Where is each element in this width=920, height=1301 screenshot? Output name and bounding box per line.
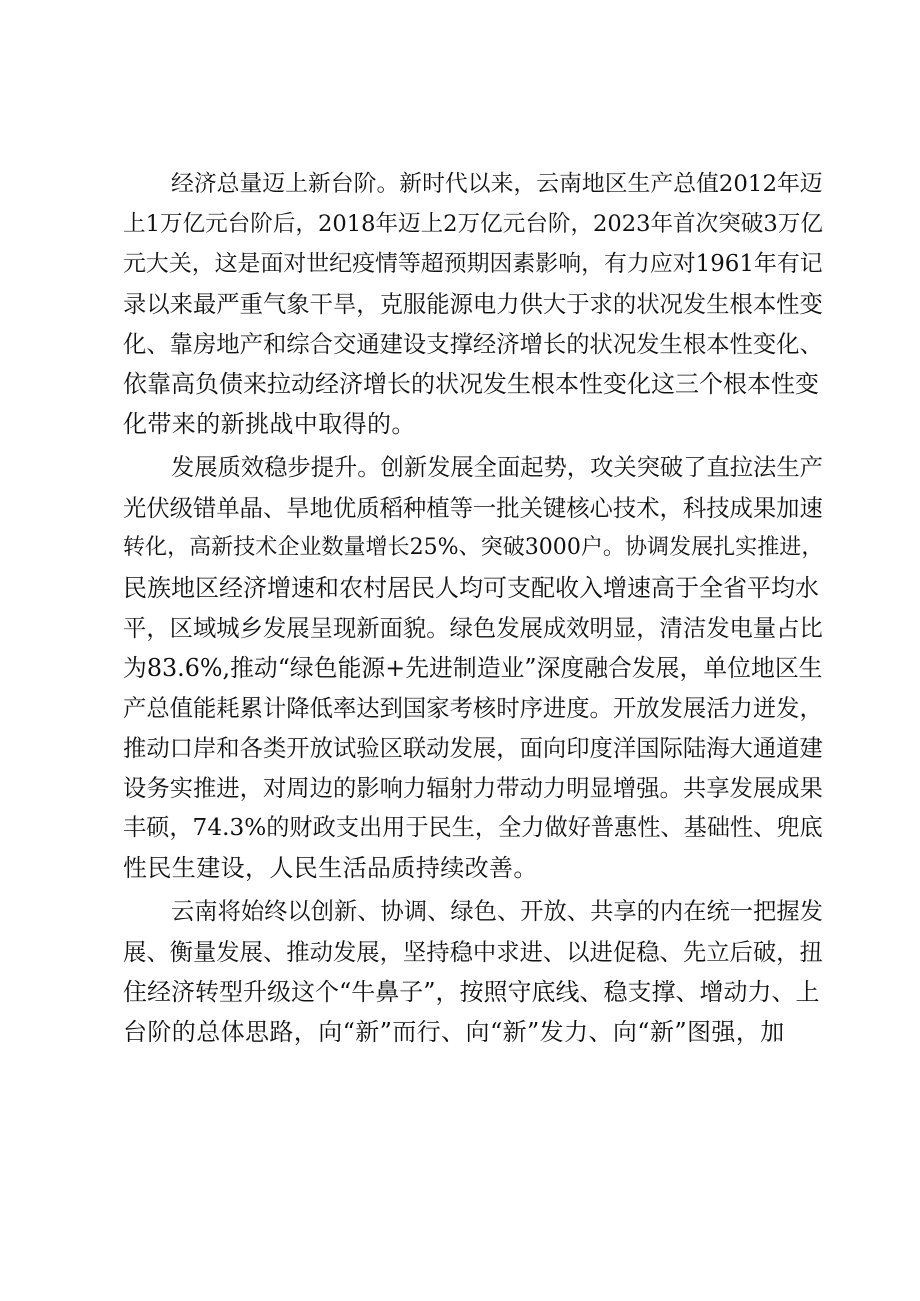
text-line: 转化，高新技术企业数量增长25%、突破3000户。协调发展扎实推进， bbox=[123, 535, 824, 560]
text-line: 云南将始终以创新、协调、绿色、开放、共享的内在统一把握发 bbox=[171, 898, 823, 925]
paragraph-development-quality bbox=[123, 448, 823, 888]
document-body bbox=[123, 164, 823, 1056]
text-line: 性民生建设，人民生活品质持续改善。 bbox=[123, 854, 538, 882]
text-line: 台阶的总体思路，向“新”而行、向“新”发力、向“新”图强，加 bbox=[123, 1018, 785, 1046]
text-line: 录以来最严重气象干旱，克服能源电力供大于求的状况发生根本性变 bbox=[123, 290, 823, 318]
text-line: 住经济转型升级这个“牛鼻子”，按照守底线、稳支撑、增动力、上 bbox=[123, 978, 820, 1006]
text-line: 依靠高负债来拉动经济增长的状况发生根本性变化这三个根本性变 bbox=[123, 370, 819, 398]
text-line: 民族地区经济增速和农村居民人均可支配收入增速高于全省平均水 bbox=[123, 574, 819, 602]
text-line: 设务实推进，对周边的影响力辐射力带动力明显增强。共享发展成果 bbox=[123, 774, 823, 802]
text-line: 丰硕，74.3%的财政支出用于民生，全力做好普惠性、基础性、兜底 bbox=[123, 814, 823, 841]
text-line: 元大关，这是面对世纪疫情等超预期因素影响，有力应对1961年有记 bbox=[123, 251, 823, 277]
text-line: 平，区域城乡发展呈现新面貌。绿色发展成效明显，清洁发电量占比 bbox=[123, 614, 823, 642]
text-line: 展、衡量发展、推动发展，坚持稳中求进、以进促稳、先立后破，扭 bbox=[123, 938, 823, 966]
text-line: 经济总量迈上新台阶。新时代以来，云南地区生产总值2012年迈 bbox=[171, 171, 823, 197]
text-line: 推动口岸和各类开放试验区联动发展，面向印度洋国际陆海大通道建 bbox=[123, 734, 823, 762]
text-line: 发展质效稳步提升。创新发展全面起势，攻关突破了直拉法生产 bbox=[171, 454, 823, 481]
text-line: 为83.6%,推动“绿色能源+先进制造业”深度融合发展，单位地区生 bbox=[123, 654, 823, 682]
text-line: 上1万亿元台阶后，2018年迈上2万亿元台阶，2023年首次突破3万亿 bbox=[123, 211, 823, 237]
paragraph-economic-scale bbox=[123, 164, 823, 444]
paragraph-yunnan-strategy bbox=[123, 892, 823, 1052]
text-line: 化带来的新挑战中取得的。 bbox=[123, 410, 416, 438]
text-line: 产总值能耗累计降低率达到国家考核时序进度。开放发展活力迸发， bbox=[123, 694, 823, 722]
text-line: 光伏级错单晶、旱地优质稻种植等一批关键核心技术，科技成果加速 bbox=[123, 494, 823, 522]
text-line: 化、靠房地产和综合交通建设支撑经济增长的状况发生根本性变化、 bbox=[123, 330, 823, 358]
